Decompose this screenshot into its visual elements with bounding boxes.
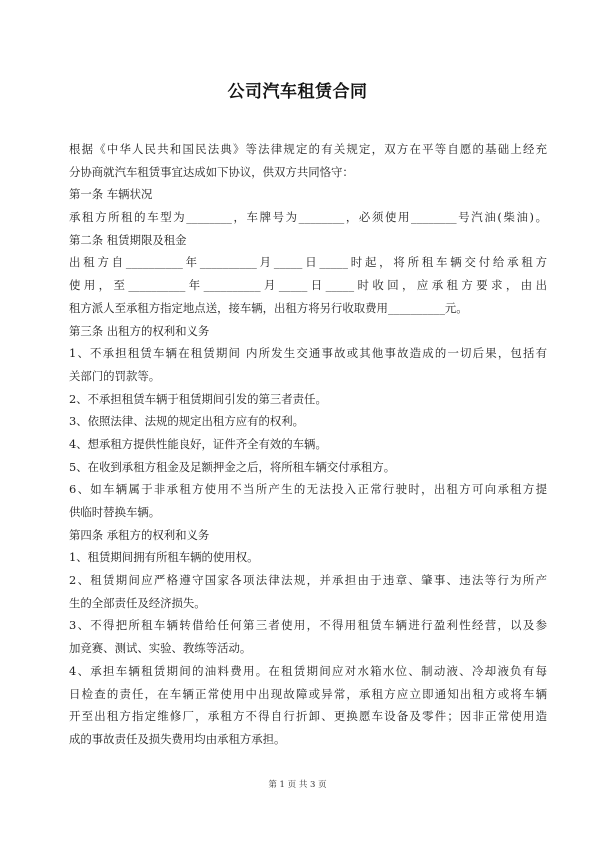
text-line: 第二条 租赁期限及租金: [69, 232, 187, 247]
text-line: 1、不承担租赁车辆在租赁期间 内所发生交通事故或其他事故造成的一切后果，包括有: [69, 346, 547, 361]
text-line: 出租方自__________年__________月_____日_____时起，将所租车辆交付给承租方: [69, 255, 547, 270]
text-line: 使用，至__________年__________月_____日_____时收回，应承租方要求，由出: [69, 278, 547, 293]
text-line: 5、在收到承租方租金及足额押金之后，将所租车辆交付承租方。: [69, 459, 396, 474]
text-line: 日检查的责任，在车辆正常使用中出现故障或异常，承租方应立即通知出租方或将车辆: [69, 686, 547, 701]
text-line: 加竞赛、测试、实验、教练等活动。: [69, 641, 252, 656]
text-line: 6、如车辆属于非承租方使用不当所产生的无法投入正常行驶时，出租方可向承租方提: [69, 482, 547, 497]
text-line: 4、想承租方提供性能良好，证件齐全有效的车辆。: [69, 436, 327, 451]
text-line: 成的事故责任及损失费用均由承租方承担。: [69, 731, 286, 746]
text-line: 1、租赁期间拥有所租车辆的使用权。: [69, 550, 259, 565]
text-line: 第三条 出租方的权利和义务: [69, 323, 210, 338]
text-line: 第一条 车辆状况: [69, 187, 153, 202]
text-line: 第四条 承租方的权利和义务: [69, 527, 210, 542]
text-line: 3、不得把所租车辆转借给任何第三者使用，不得用租赁车辆进行盈利性经营，以及参: [69, 618, 547, 633]
page-footer: 第 1 页 共 3 页: [268, 780, 327, 790]
document-body: [69, 138, 547, 751]
text-line: 2、租赁期间应严格遵守国家各项法律法规，并承担由于违章、肇事、违法等行为所产: [69, 573, 547, 588]
text-line: 分协商就汽车租赁事宜达成如下协议，供双方共同恪守：: [69, 164, 354, 179]
text-line: 供临时替换车辆。: [69, 505, 161, 519]
text-line: 根据《中华人民共和国民法典》等法律规定的有关规定，双方在平等自愿的基础上经充: [69, 142, 547, 156]
text-line: 承租方所租的车型为________，车牌号为________，必须使用________号汽油(柴油)。: [69, 210, 547, 225]
text-line: 关部门的罚款等。: [69, 368, 161, 383]
document-title: 公司汽车租赁合同: [227, 82, 368, 102]
text-line: 3、依照法律、法规的规定出租方应有的权利。: [69, 414, 305, 429]
text-line: 4、承担车辆租赁期间的油料费用。在租赁期间应对水箱水位、制动液、冷却液负有每: [69, 663, 547, 678]
text-line: 租方派人至承租方指定地点送，接车辆，出租方将另行收取费用__________元。: [69, 300, 468, 315]
text-line: 2、不承担租赁车辆于租赁期间引发的第三者责任。: [69, 391, 327, 406]
text-line: 开至出租方指定维修厂，承租方不得自行折卸、更换愿车设备及零件；因非正常使用造: [69, 709, 547, 724]
text-line: 生的全部责任及经济损失。: [69, 595, 206, 610]
